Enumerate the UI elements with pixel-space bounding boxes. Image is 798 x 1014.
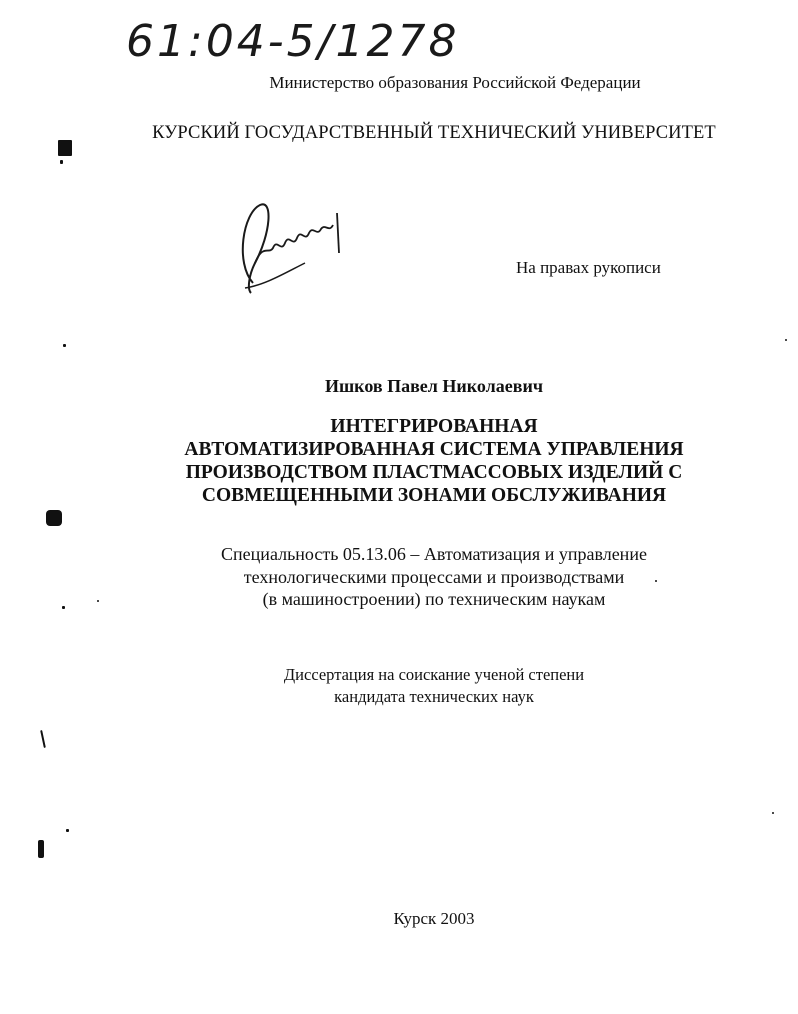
author-signature [225, 193, 355, 303]
scan-mark [38, 840, 44, 858]
degree-line: Диссертация на соискание ученой степени [283, 665, 585, 684]
place-year: Курск 2003 [393, 909, 475, 928]
author-name: Ишков Павел Николаевич [324, 376, 543, 396]
scan-mark [58, 140, 72, 156]
title-line: АВТОМАТИЗИРОВАННАЯ СИСТЕМА УПРАВЛЕНИЯ [184, 439, 684, 460]
scan-mark [97, 600, 99, 602]
dissertation-title [0, 415, 798, 507]
ministry-heading: Министерство образования Российской Федерации [269, 73, 641, 92]
archive-number [120, 8, 520, 68]
title-line: СОВМЕЩЕННЫМИ ЗОНАМИ ОБСЛУЖИВАНИЯ [201, 485, 667, 506]
scan-mark [785, 339, 787, 341]
specialty-line: технологическими процессами и производствами [243, 566, 625, 587]
dissertation-degree [0, 664, 798, 708]
scan-mark [63, 344, 66, 347]
scan-mark [772, 812, 774, 814]
scan-mark [46, 510, 62, 526]
title-line: ПРОИЗВОДСТВОМ ПЛАСТМАССОВЫХ ИЗДЕЛИЙ С [185, 462, 683, 483]
scan-mark [655, 580, 657, 582]
specialty-line: (в машиностроении) по техническим наукам [262, 589, 606, 609]
university-heading: КУРСКИЙ ГОСУДАРСТВЕННЫЙ ТЕХНИЧЕСКИЙ УНИВЕРСИТЕТ [152, 123, 716, 143]
archive-number-text: 61:04-5/1278 [126, 16, 460, 67]
manuscript-note: На правах рукописи [516, 258, 661, 277]
scan-mark [40, 730, 46, 748]
title-line: ИНТЕГРИРОВАННАЯ [330, 416, 538, 437]
specialty-block [0, 543, 798, 611]
specialty-line: Специальность 05.13.06 – Автоматизация и управление [221, 544, 647, 564]
scan-mark [60, 160, 63, 164]
scan-mark [66, 829, 69, 832]
degree-line: кандидата технических наук [334, 687, 534, 706]
scan-mark [62, 606, 65, 609]
